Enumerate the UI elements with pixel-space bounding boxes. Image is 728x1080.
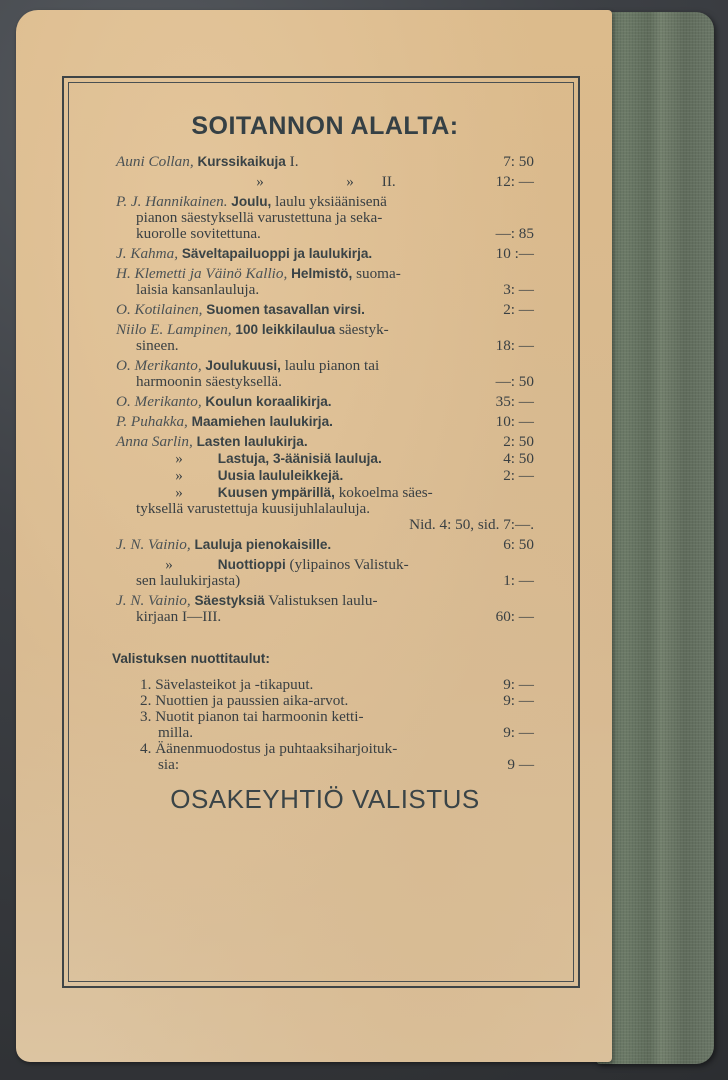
entry-price: 4: 50 — [503, 450, 534, 467]
chart-item-price: 9 — — [507, 756, 534, 773]
chart-item-continuation: sia: — [158, 756, 180, 773]
entry-continuation: kuorolle sovitettuna. — [136, 225, 261, 242]
catalog-entry — [116, 154, 534, 170]
entry-price: 3: — — [503, 281, 534, 298]
catalog-entry — [116, 485, 534, 533]
catalog-entry — [116, 322, 534, 354]
entry-description: suoma- — [356, 265, 401, 282]
entry-work: Säveltapailuoppi ja laulukirja. — [181, 246, 373, 261]
entry-work: Joulukuusi, — [205, 358, 281, 373]
chart-item-number: 2. — [140, 692, 152, 709]
charts-section-title: Valistuksen nuottitaulut: — [112, 651, 270, 666]
entry-continuation: laisia kansanlauluja. — [136, 281, 260, 298]
entry-author: J. Kahma, — [116, 245, 179, 262]
entry-continuation: pianon säestyksellä varustettuna ja seka- — [136, 209, 383, 226]
entry-author: O. Merikanto, — [116, 393, 202, 410]
entry-price: 1: — — [503, 572, 534, 589]
entry-continuation: tyksellä varustettuja kuusijuhlalauluja. — [136, 500, 371, 517]
entry-price: 10 :— — [495, 245, 534, 262]
chart-item-text: Äänenmuodostus ja puhtaaksiharjoituk- — [155, 740, 398, 757]
catalog-entry — [116, 451, 534, 467]
chart-item-text: Nuottien ja paussien aika-arvot. — [155, 692, 349, 709]
entry-author: Anna Sarlin, — [116, 433, 193, 450]
entry-description: Valistuksen laulu- — [268, 592, 378, 609]
entry-work: Helmistö, — [291, 266, 353, 281]
entry-price: 2: — — [503, 467, 534, 484]
catalog-content — [112, 112, 534, 814]
entry-author: P. J. Hannikainen. — [116, 193, 228, 210]
entry-price: 12: — — [495, 173, 534, 190]
entry-work: Lastuja, 3-äänisiä lauluja. — [217, 451, 382, 466]
charts-list — [116, 677, 534, 773]
chart-item-price: 9: — — [503, 676, 534, 693]
chart-item — [140, 709, 534, 741]
catalog-entry — [116, 537, 534, 553]
entry-author: O. Kotilainen, — [116, 301, 203, 318]
ditto-mark: » — [175, 467, 183, 484]
entry-continuation: sen laulukirjasta) — [136, 572, 241, 589]
entry-author: H. Klemetti ja Väinö Kallio, — [116, 265, 288, 282]
entry-continuation: kirjaan I—III. — [136, 608, 222, 625]
entry-work: Uusia laululeikkejä. — [217, 468, 344, 483]
entry-description: säestyk- — [338, 321, 389, 338]
catalog-entry — [116, 434, 534, 450]
entry-work: Lauluja pienokaisille. — [194, 537, 332, 552]
entry-description: (ylipainos Valistuk- — [289, 556, 409, 573]
entry-price: 18: — — [495, 337, 534, 354]
chart-item — [140, 741, 534, 773]
entry-work: Säestyksiä — [194, 593, 265, 608]
ditto-mark: » — [175, 450, 183, 467]
entry-continuation: sineen. — [136, 337, 179, 354]
entry-volume: I. — [289, 153, 299, 170]
chart-item-number: 3. — [140, 708, 152, 725]
entry-price: 6: 50 — [503, 536, 534, 553]
entry-price: 35: — — [495, 393, 534, 410]
entry-work: Maamiehen laulukirja. — [191, 414, 333, 429]
entry-work: Koulun koraalikirja. — [205, 394, 332, 409]
book-spine — [596, 12, 714, 1064]
publisher-name: OSAKEYHTIÖ VALISTUS — [170, 784, 480, 814]
catalog-entry — [116, 266, 534, 298]
entry-author: J. N. Vainio, — [116, 536, 191, 553]
chart-item-text: Sävelasteikot ja -tikapuut. — [155, 676, 314, 693]
entry-price: 2: — — [503, 301, 534, 318]
catalog-entry — [116, 302, 534, 318]
catalog-entry — [116, 414, 534, 430]
catalog-entry — [116, 394, 534, 410]
entry-author: Niilo E. Lampinen, — [116, 321, 232, 338]
entry-price: 2: 50 — [503, 433, 534, 450]
chart-item-text: Nuotit pianon tai harmoonin ketti- — [155, 708, 364, 725]
chart-item-price: 9: — — [503, 724, 534, 741]
entry-price: 60: — — [495, 608, 534, 625]
entry-work: Kuusen ympärillä, — [217, 485, 335, 500]
ditto-mark: » — [165, 556, 173, 573]
entry-price: 10: — — [495, 413, 534, 430]
entry-work: Suomen tasavallan virsi. — [206, 302, 365, 317]
entry-volume: II. — [381, 173, 396, 190]
catalog-entry — [116, 557, 534, 589]
entry-price: —: 85 — [495, 225, 534, 242]
entry-work: Kurssikaikuja — [197, 154, 286, 169]
chart-item-price: 9: — — [503, 692, 534, 709]
entry-author: P. Puhakka, — [116, 413, 188, 430]
catalog-entry — [116, 593, 534, 625]
entry-description: laulu yksiäänisenä — [275, 193, 387, 210]
entry-author: J. N. Vainio, — [116, 592, 191, 609]
entry-price: 7: 50 — [503, 153, 534, 170]
entry-work: Nuottioppi — [217, 557, 286, 572]
ditto-mark: » — [256, 173, 264, 190]
entry-description: kokoelma säes- — [338, 484, 433, 501]
chart-item — [140, 677, 534, 693]
catalog-entry — [116, 246, 534, 262]
entry-author: Auni Collan, — [116, 153, 194, 170]
entry-work: 100 leikkilaulua — [235, 322, 336, 337]
chart-item-number: 4. — [140, 740, 152, 757]
entry-description: laulu pianon tai — [284, 357, 380, 374]
entry-price: Nid. 4: 50, sid. 7:—. — [409, 516, 534, 533]
chart-item — [140, 693, 534, 709]
catalog-entry — [116, 358, 534, 390]
entry-work: Joulu, — [231, 194, 272, 209]
chart-item-number: 1. — [140, 676, 152, 693]
entry-author: O. Merikanto, — [116, 357, 202, 374]
entry-price: —: 50 — [495, 373, 534, 390]
chart-item-continuation: milla. — [158, 724, 194, 741]
catalog-entry — [116, 174, 534, 190]
entry-work: Lasten laulukirja. — [196, 434, 308, 449]
catalog-entry — [116, 194, 534, 242]
ditto-mark: » — [175, 484, 183, 501]
catalog-title: SOITANNON ALALTA: — [191, 112, 459, 140]
ditto-mark: » — [346, 173, 354, 190]
entry-continuation: harmoonin säestyksellä. — [136, 373, 282, 390]
catalog-entry — [116, 468, 534, 484]
